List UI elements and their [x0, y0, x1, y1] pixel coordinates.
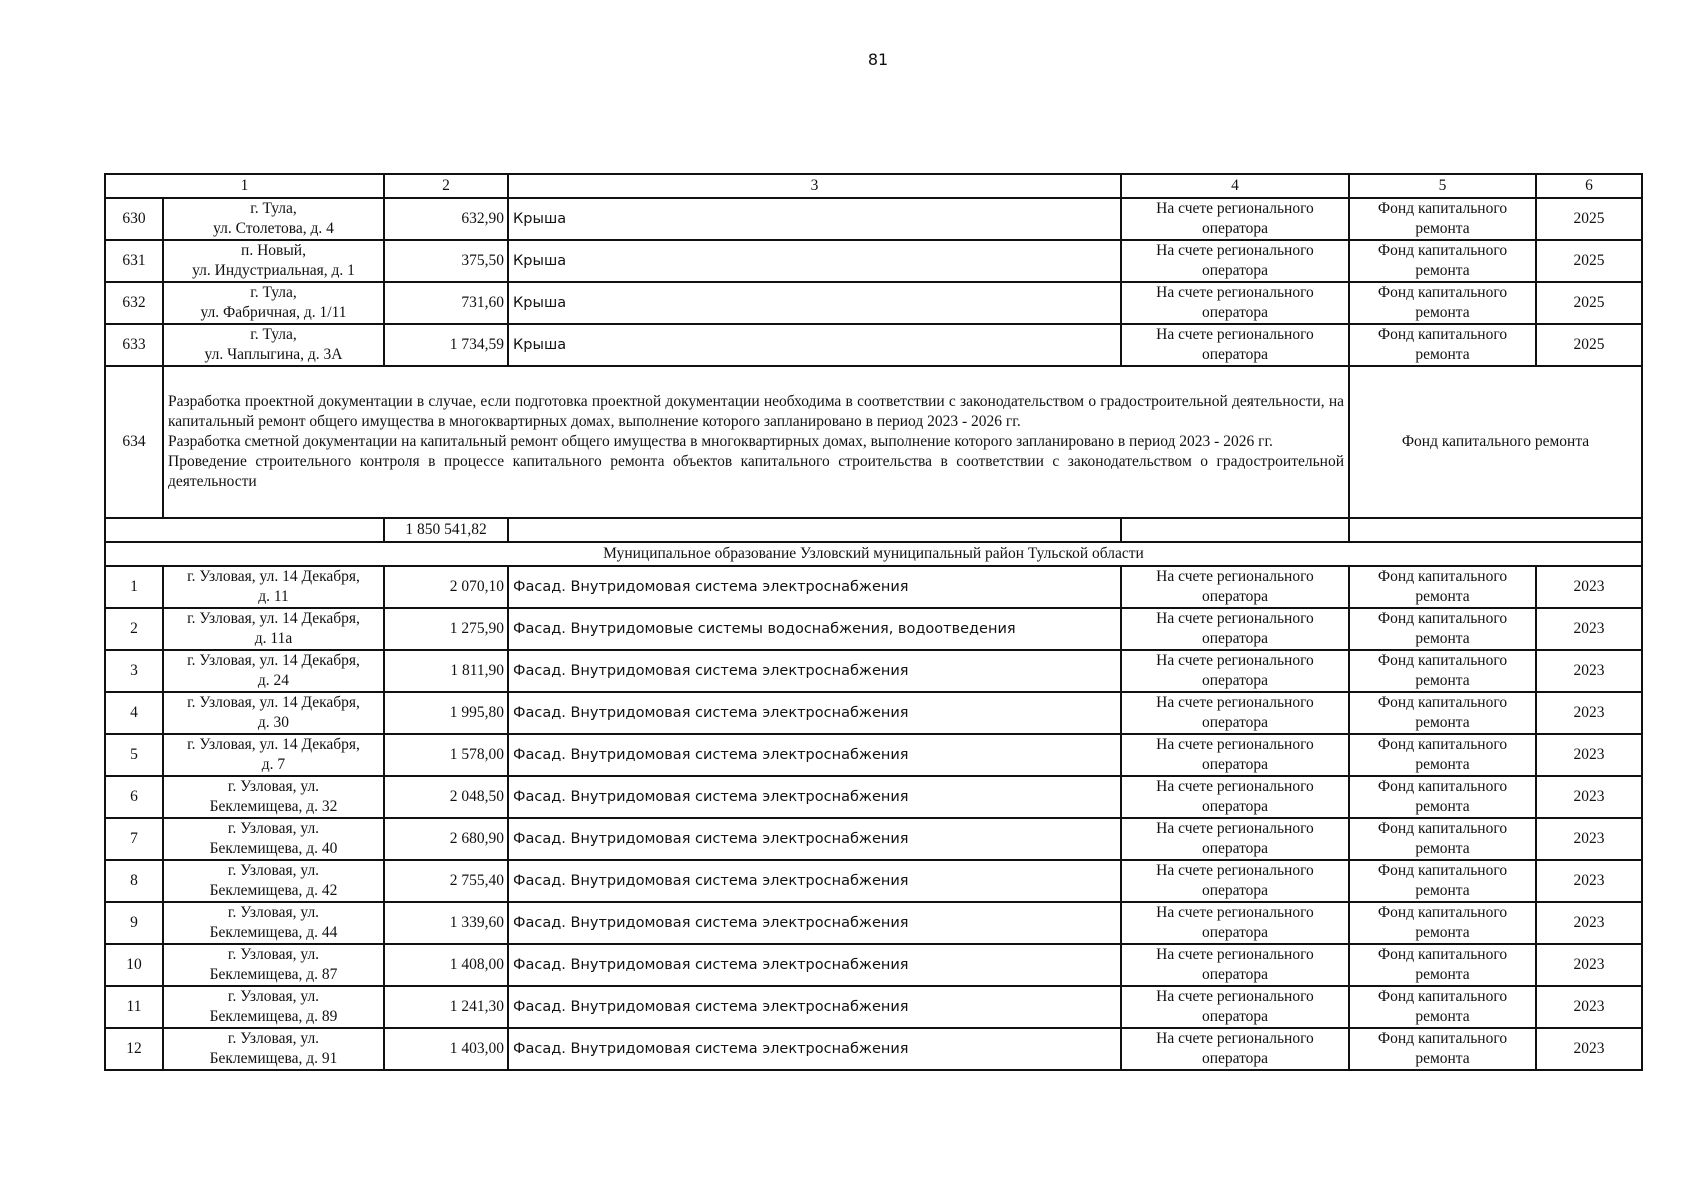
area-cell: 2 070,10 [384, 566, 508, 608]
funding-line-2: ремонта [1415, 1008, 1470, 1025]
work-type-cell: Фасад. Внутридомовая система электроснабжения [508, 776, 1121, 818]
funding-source-cell [1349, 860, 1536, 902]
work-type-cell: Фасад. Внутридомовая система электроснабжения [508, 650, 1121, 692]
work-type-cell: Крыша [508, 240, 1121, 282]
year-cell: 2023 [1536, 860, 1642, 902]
row-number: 1 [105, 566, 163, 608]
row-number: 8 [105, 860, 163, 902]
account-line-1: На счете регионального [1156, 652, 1314, 669]
funding-line-2: ремонта [1415, 882, 1470, 899]
address-cell [163, 818, 384, 860]
year-cell: 2023 [1536, 650, 1642, 692]
header-cell: 3 [508, 174, 1121, 198]
area-cell: 1 811,90 [384, 650, 508, 692]
address-cell [163, 776, 384, 818]
table-row [105, 240, 1642, 282]
address-cell [163, 282, 384, 324]
area-cell: 1 403,00 [384, 1028, 508, 1070]
address-line-2: Беклемищева, д. 40 [209, 840, 338, 857]
empty-cell [1349, 518, 1642, 542]
address-cell [163, 324, 384, 366]
funding-source-cell [1349, 324, 1536, 366]
work-type-cell: Фасад. Внутридомовая система электроснабжения [508, 902, 1121, 944]
funding-line-2: ремонта [1415, 1050, 1470, 1067]
row-number: 2 [105, 608, 163, 650]
account-cell [1121, 240, 1349, 282]
work-type-cell: Фасад. Внутридомовая система электроснабжения [508, 818, 1121, 860]
account-line-1: На счете регионального [1156, 946, 1314, 963]
row-number: 12 [105, 1028, 163, 1070]
funding-line-1: Фонд капитального [1377, 694, 1508, 711]
year-cell: 2025 [1536, 282, 1642, 324]
account-cell [1121, 860, 1349, 902]
account-line-2: оператора [1201, 756, 1269, 773]
header-cell: 2 [384, 174, 508, 198]
account-line-1: На счете регионального [1156, 1030, 1314, 1047]
work-type-cell: Фасад. Внутридомовая система электроснабжения [508, 944, 1121, 986]
work-type-cell: Фасад. Внутридомовая система электроснабжения [508, 692, 1121, 734]
funding-line-2: ремонта [1415, 714, 1470, 731]
empty-cell [508, 518, 1121, 542]
year-cell: 2023 [1536, 986, 1642, 1028]
area-cell: 1 275,90 [384, 608, 508, 650]
account-line-1: На счете регионального [1156, 284, 1314, 301]
address-line-2: д. 11 [258, 588, 289, 605]
funding-source-cell [1349, 608, 1536, 650]
table-row [105, 734, 1642, 776]
funding-source-cell [1349, 944, 1536, 986]
address-cell [163, 608, 384, 650]
description-cell [163, 366, 1349, 518]
account-cell [1121, 818, 1349, 860]
area-cell: 1 339,60 [384, 902, 508, 944]
account-cell [1121, 608, 1349, 650]
funding-line-1: Фонд капитального [1377, 568, 1508, 585]
funding-line-1: Фонд капитального [1377, 326, 1508, 343]
funding-line-2: ремонта [1415, 304, 1470, 321]
table-row [105, 1028, 1642, 1070]
row-number: 9 [105, 902, 163, 944]
table-row [105, 324, 1642, 366]
address-cell [163, 944, 384, 986]
row-number: 10 [105, 944, 163, 986]
account-cell [1121, 902, 1349, 944]
account-line-1: На счете регионального [1156, 904, 1314, 921]
table-row [105, 902, 1642, 944]
funding-line-1: Фонд капитального [1377, 820, 1508, 837]
address-line-1: г. Узловая, ул. 14 Декабря, [187, 736, 360, 753]
empty-cell [105, 518, 384, 542]
header-row [105, 174, 1642, 198]
table-row [105, 282, 1642, 324]
address-line-2: д. 11а [254, 630, 293, 647]
account-line-2: оператора [1201, 714, 1269, 731]
year-cell: 2023 [1536, 776, 1642, 818]
funding-line-1: Фонд капитального [1377, 1030, 1508, 1047]
address-line-1: г. Узловая, ул. 14 Декабря, [187, 610, 360, 627]
funding-line-2: ремонта [1415, 588, 1470, 605]
row-number: 4 [105, 692, 163, 734]
section-title: Муниципальное образование Узловский муниципальный район Тульской области [105, 542, 1642, 566]
table-row [105, 860, 1642, 902]
empty-cell [1121, 518, 1349, 542]
address-line-2: ул. Индустриальная, д. 1 [192, 262, 355, 279]
address-cell [163, 860, 384, 902]
row-number: 633 [105, 324, 163, 366]
row-number: 3 [105, 650, 163, 692]
table-row [105, 944, 1642, 986]
work-type-cell: Фасад. Внутридомовая система электроснабжения [508, 1028, 1121, 1070]
row-number: 5 [105, 734, 163, 776]
address-line-1: г. Узловая, ул. [227, 988, 320, 1005]
header-cell: 4 [1121, 174, 1349, 198]
account-line-2: оператора [1201, 346, 1269, 363]
account-cell [1121, 324, 1349, 366]
work-type-cell: Фасад. Внутридомовая система электроснабжения [508, 986, 1121, 1028]
account-cell [1121, 282, 1349, 324]
work-type-cell: Фасад. Внутридомовая система электроснабжения [508, 734, 1121, 776]
row-number: 11 [105, 986, 163, 1028]
address-cell [163, 240, 384, 282]
year-cell: 2023 [1536, 566, 1642, 608]
repair-plan-table [104, 173, 1643, 1071]
account-cell [1121, 198, 1349, 240]
funding-line-2: ремонта [1415, 346, 1470, 363]
account-line-2: оператора [1201, 304, 1269, 321]
row-number: 7 [105, 818, 163, 860]
account-line-2: оператора [1201, 220, 1269, 237]
account-line-2: оператора [1201, 924, 1269, 941]
address-cell [163, 734, 384, 776]
funding-source-cell [1349, 1028, 1536, 1070]
funding-line-1: Фонд капитального [1377, 736, 1508, 753]
description-paragraph: Разработка проектной документации в случае, если подготовка проектной документации необходима в соответствии с законодательством о градостроительной деятельности, на капитальный ремонт общего имущества в многоквартирных домах, выполнение которого запланировано в период 2023 - 2026 гг. [168, 393, 1344, 430]
address-line-2: Беклемищева, д. 44 [209, 924, 338, 941]
funding-line-2: ремонта [1415, 672, 1470, 689]
year-cell: 2023 [1536, 692, 1642, 734]
table-row [105, 608, 1642, 650]
work-type-cell: Крыша [508, 324, 1121, 366]
funding-line-1: Фонд капитального [1377, 778, 1508, 795]
total-cell: 1 850 541,82 [384, 518, 508, 542]
funding-line-2: ремонта [1415, 966, 1470, 983]
funding-source-cell [1349, 240, 1536, 282]
account-line-2: оператора [1201, 840, 1269, 857]
table-row [105, 366, 1642, 518]
year-cell: 2025 [1536, 198, 1642, 240]
funding-source-cell: Фонд капитального ремонта [1349, 366, 1642, 518]
account-line-2: оператора [1201, 262, 1269, 279]
address-cell [163, 692, 384, 734]
address-cell [163, 986, 384, 1028]
address-line-2: Беклемищева, д. 42 [209, 882, 338, 899]
funding-line-1: Фонд капитального [1377, 242, 1508, 259]
account-line-1: На счете регионального [1156, 610, 1314, 627]
account-cell [1121, 776, 1349, 818]
account-line-1: На счете регионального [1156, 988, 1314, 1005]
account-line-1: На счете регионального [1156, 862, 1314, 879]
table-row [105, 818, 1642, 860]
account-line-2: оператора [1201, 672, 1269, 689]
address-line-2: Беклемищева, д. 87 [209, 966, 338, 983]
funding-line-1: Фонд капитального [1377, 200, 1508, 217]
account-cell [1121, 650, 1349, 692]
funding-line-2: ремонта [1415, 262, 1470, 279]
account-line-1: На счете регионального [1156, 694, 1314, 711]
address-line-1: г. Тула, [250, 284, 297, 301]
work-type-cell: Фасад. Внутридомовая система электроснабжения [508, 566, 1121, 608]
account-line-2: оператора [1201, 966, 1269, 983]
account-line-1: На счете регионального [1156, 568, 1314, 585]
address-line-1: г. Узловая, ул. 14 Декабря, [187, 652, 360, 669]
area-cell: 632,90 [384, 198, 508, 240]
address-cell [163, 198, 384, 240]
year-cell: 2023 [1536, 818, 1642, 860]
funding-line-1: Фонд капитального [1377, 652, 1508, 669]
area-cell: 2 680,90 [384, 818, 508, 860]
funding-source-cell [1349, 650, 1536, 692]
description-paragraph: Проведение строительного контроля в процессе капитального ремонта объектов капитального строительства в соответствии с законодательством о градостроительной деятельности [168, 453, 1344, 490]
address-line-2: Беклемищева, д. 89 [209, 1008, 338, 1025]
row-number: 630 [105, 198, 163, 240]
table-row [105, 986, 1642, 1028]
row-number: 634 [105, 366, 163, 518]
header-cell: 5 [1349, 174, 1536, 198]
account-line-1: На счете регионального [1156, 326, 1314, 343]
account-cell [1121, 566, 1349, 608]
table-row [105, 198, 1642, 240]
account-line-1: На счете регионального [1156, 736, 1314, 753]
area-cell: 731,60 [384, 282, 508, 324]
funding-line-2: ремонта [1415, 756, 1470, 773]
table-row [105, 692, 1642, 734]
account-line-1: На счете регионального [1156, 820, 1314, 837]
funding-source-cell [1349, 734, 1536, 776]
address-cell [163, 650, 384, 692]
year-cell: 2023 [1536, 734, 1642, 776]
account-cell [1121, 692, 1349, 734]
area-cell: 1 995,80 [384, 692, 508, 734]
address-cell [163, 902, 384, 944]
address-line-1: г. Узловая, ул. [227, 820, 320, 837]
year-cell: 2025 [1536, 324, 1642, 366]
account-line-2: оператора [1201, 882, 1269, 899]
address-line-2: ул. Чаплыгина, д. 3А [204, 346, 343, 363]
address-line-2: Беклемищева, д. 91 [209, 1050, 338, 1067]
funding-line-1: Фонд капитального [1377, 946, 1508, 963]
funding-line-2: ремонта [1415, 220, 1470, 237]
area-cell: 1 734,59 [384, 324, 508, 366]
funding-source-cell [1349, 198, 1536, 240]
address-line-2: ул. Столетова, д. 4 [213, 220, 334, 237]
header-cell: 6 [1536, 174, 1642, 198]
address-line-1: г. Узловая, ул. [227, 862, 320, 879]
account-cell [1121, 986, 1349, 1028]
year-cell: 2025 [1536, 240, 1642, 282]
funding-line-2: ремонта [1415, 798, 1470, 815]
address-line-1: г. Узловая, ул. [227, 946, 320, 963]
address-line-2: д. 30 [257, 714, 290, 731]
funding-line-1: Фонд капитального [1377, 988, 1508, 1005]
account-line-2: оператора [1201, 1008, 1269, 1025]
table-row [105, 542, 1642, 566]
funding-line-2: ремонта [1415, 840, 1470, 857]
account-line-1: На счете регионального [1156, 778, 1314, 795]
area-cell: 375,50 [384, 240, 508, 282]
funding-line-1: Фонд капитального [1377, 862, 1508, 879]
funding-source-cell [1349, 818, 1536, 860]
header-cell: 1 [105, 174, 384, 198]
funding-source-cell [1349, 282, 1536, 324]
address-line-1: г. Узловая, ул. 14 Декабря, [187, 694, 360, 711]
area-cell: 1 408,00 [384, 944, 508, 986]
work-type-cell: Фасад. Внутридомовые системы водоснабжения, водоотведения [508, 608, 1121, 650]
address-line-2: д. 24 [257, 672, 290, 689]
year-cell: 2023 [1536, 944, 1642, 986]
table-row [105, 566, 1642, 608]
table-row [105, 776, 1642, 818]
address-line-1: г. Узловая, ул. [227, 778, 320, 795]
account-cell [1121, 1028, 1349, 1070]
year-cell: 2023 [1536, 902, 1642, 944]
account-cell [1121, 734, 1349, 776]
description-paragraph: Разработка сметной документации на капитальный ремонт общего имущества в многоквартирных домах, выполнение которого запланировано в период 2023 - 2026 гг. [168, 433, 1273, 450]
funding-source-cell [1349, 902, 1536, 944]
funding-line-2: ремонта [1415, 924, 1470, 941]
area-cell: 1 241,30 [384, 986, 508, 1028]
row-number: 631 [105, 240, 163, 282]
account-line-1: На счете регионального [1156, 242, 1314, 259]
funding-line-2: ремонта [1415, 630, 1470, 647]
funding-line-1: Фонд капитального [1377, 610, 1508, 627]
address-line-2: д. 7 [261, 756, 286, 773]
funding-source-cell [1349, 692, 1536, 734]
address-line-1: г. Узловая, ул. [227, 904, 320, 921]
funding-line-1: Фонд капитального [1377, 284, 1508, 301]
account-line-2: оператора [1201, 630, 1269, 647]
funding-source-cell [1349, 566, 1536, 608]
area-cell: 2 048,50 [384, 776, 508, 818]
address-line-1: п. Новый, [241, 242, 306, 259]
year-cell: 2023 [1536, 1028, 1642, 1070]
address-line-1: г. Тула, [250, 200, 297, 217]
address-line-2: ул. Фабричная, д. 1/11 [200, 304, 347, 321]
account-cell [1121, 944, 1349, 986]
funding-source-cell [1349, 776, 1536, 818]
area-cell: 2 755,40 [384, 860, 508, 902]
funding-line-1: Фонд капитального [1377, 904, 1508, 921]
table-row [105, 518, 1642, 542]
page-number: 81 [867, 50, 889, 69]
address-line-2: Беклемищева, д. 32 [209, 798, 338, 815]
account-line-2: оператора [1201, 798, 1269, 815]
funding-source-cell [1349, 986, 1536, 1028]
year-cell: 2023 [1536, 608, 1642, 650]
address-line-1: г. Узловая, ул. [227, 1030, 320, 1047]
account-line-2: оператора [1201, 588, 1269, 605]
table-row [105, 650, 1642, 692]
address-line-1: г. Тула, [250, 326, 297, 343]
account-line-1: На счете регионального [1156, 200, 1314, 217]
table-body [105, 174, 1642, 1070]
work-type-cell: Крыша [508, 282, 1121, 324]
area-cell: 1 578,00 [384, 734, 508, 776]
address-line-1: г. Узловая, ул. 14 Декабря, [187, 568, 360, 585]
work-type-cell: Фасад. Внутридомовая система электроснабжения [508, 860, 1121, 902]
address-cell [163, 1028, 384, 1070]
row-number: 632 [105, 282, 163, 324]
account-line-2: оператора [1201, 1050, 1269, 1067]
row-number: 6 [105, 776, 163, 818]
work-type-cell: Крыша [508, 198, 1121, 240]
address-cell [163, 566, 384, 608]
